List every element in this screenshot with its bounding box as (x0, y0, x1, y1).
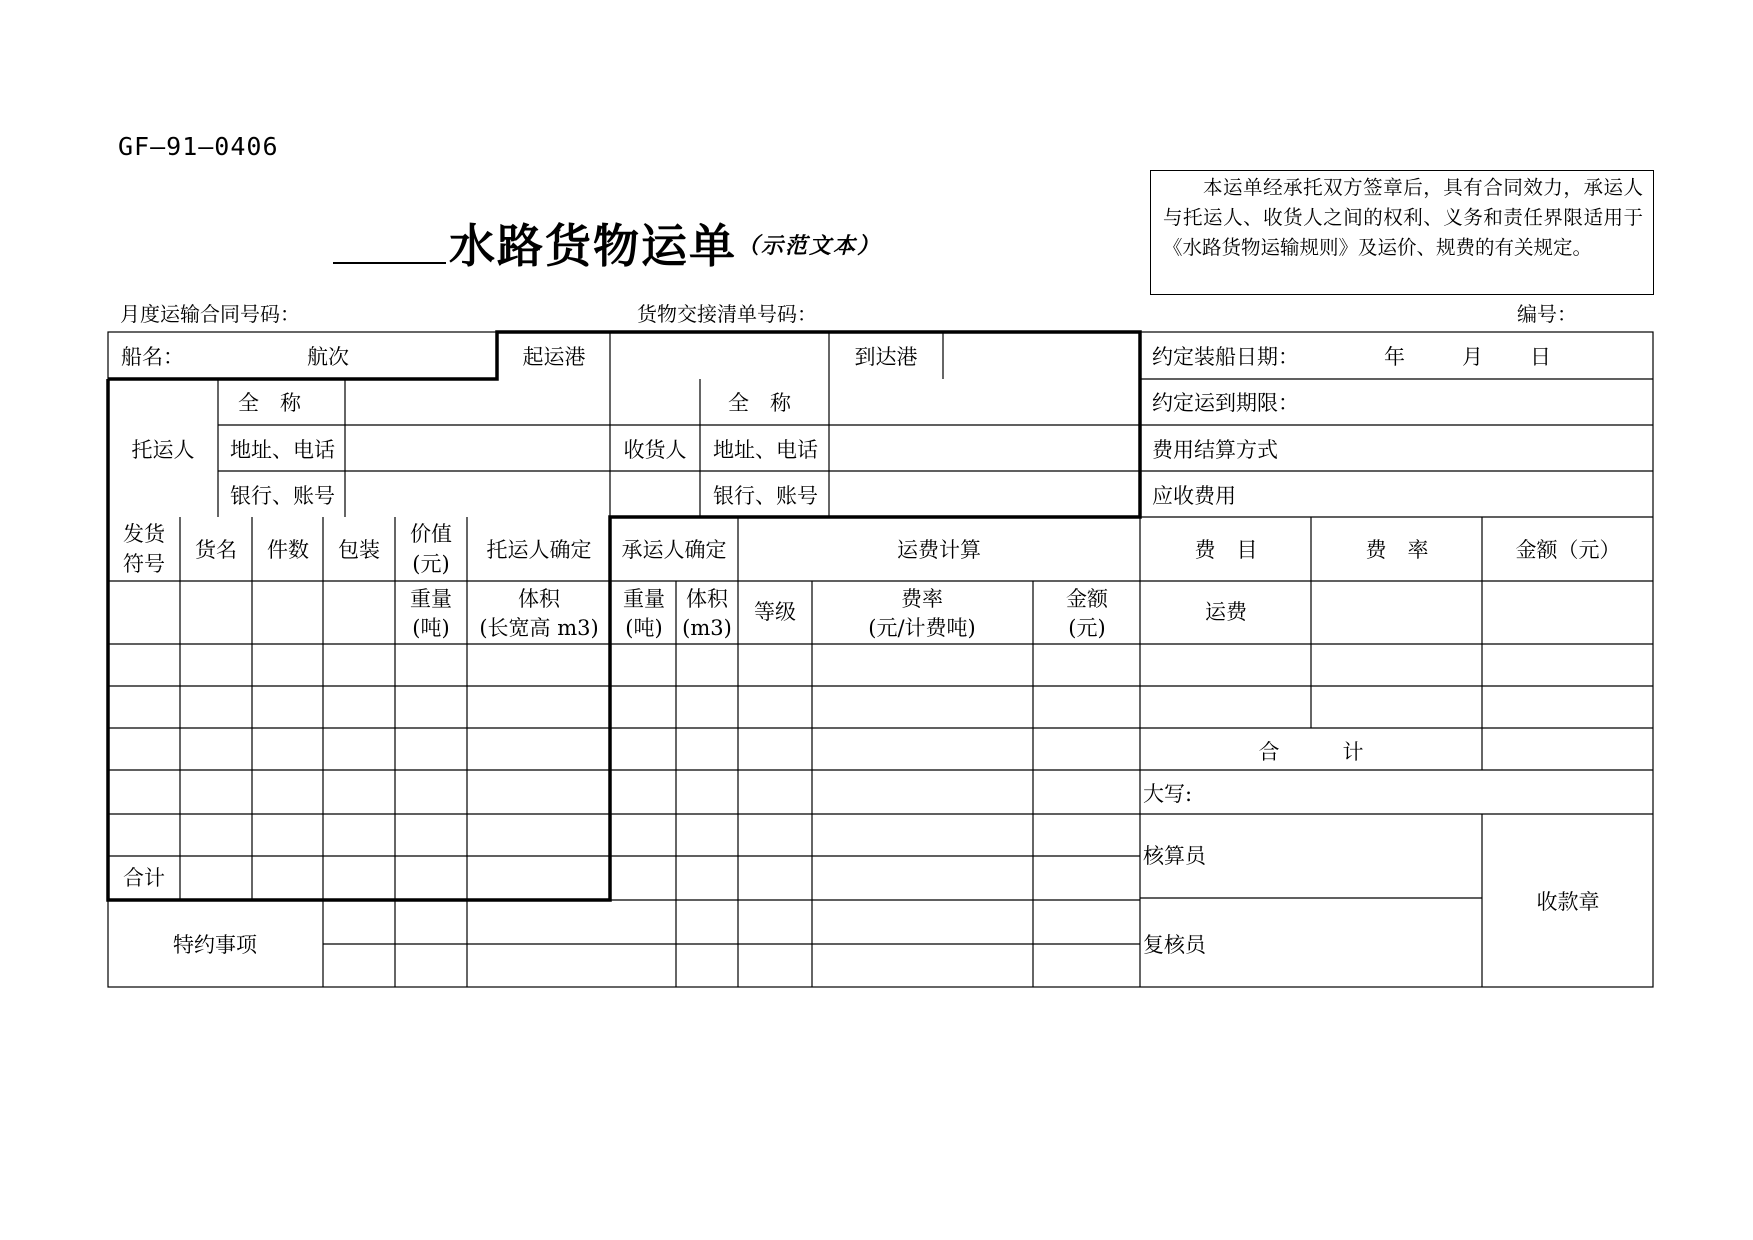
shipper-label: 托运人 (131, 438, 195, 462)
packing-header: 包装 (338, 538, 380, 562)
ship-name-label: 船名： (121, 345, 184, 369)
fee-item-header: 费 目 (1194, 538, 1258, 562)
volume-header-line2: (长宽高 m3) (479, 616, 599, 640)
goods-name-header: 货名 (195, 538, 237, 562)
contract-number-label: 月度运输合同号码： (120, 302, 300, 326)
shipper-confirmed-header: 托运人确定 (486, 538, 592, 562)
shipper-address-phone-label: 地址、电话 (230, 438, 335, 462)
shipper-bank-account-label: 银行、账号 (230, 484, 335, 508)
departure-port-label: 起运港 (522, 345, 586, 369)
fee-amount-header: 金额（元） (1515, 538, 1621, 562)
shipper-full-name-label: 全 称 (238, 391, 301, 415)
special-terms-label: 特约事项 (173, 933, 257, 957)
loading-date-label: 约定装船日期： (1152, 345, 1299, 369)
pieces-header: 件数 (267, 538, 309, 562)
legal-notice: 本运单经承托双方签章后，具有合同效力，承运人与托运人、收货人之间的权利、义务和责任界限适用于《水路货物运输规则》及运价、规费的有关规定。 (1150, 170, 1654, 295)
carrier-volume-header-line2: (m3) (682, 616, 732, 640)
fee-rate-header: 费 率 (1365, 538, 1429, 562)
value-header-line1: 价值 (410, 522, 452, 546)
handover-list-number-label: 货物交接清单号码： (637, 302, 817, 326)
page-title: 水路货物运单 (449, 219, 737, 273)
day-label: 日 (1530, 345, 1551, 369)
consignee-full-name-label: 全 称 (728, 391, 791, 415)
value-header-line2: (元) (412, 552, 450, 576)
form-code: GF—91—0406 (118, 132, 279, 161)
year-label: 年 (1384, 345, 1405, 369)
grade-header: 等级 (754, 600, 796, 624)
carrier-weight-header-line2: (吨) (625, 616, 663, 640)
fee-total-label: 合 计 (1258, 740, 1364, 764)
arrival-deadline-label: 约定运到期限： (1152, 391, 1299, 415)
consignee-bank-account-label: 银行、账号 (713, 484, 818, 508)
carrier-volume-header-line1: 体积 (686, 587, 728, 611)
amount-header-line2: (元) (1068, 616, 1106, 640)
page-subtitle: （示范文本） (737, 234, 882, 259)
volume-header-line1: 体积 (518, 587, 560, 611)
arrival-port-label: 到达港 (854, 345, 918, 369)
weight-header-line2: (吨) (412, 616, 450, 640)
consignee-address-phone-label: 地址、电话 (713, 438, 818, 462)
carrier-weight-header-line1: 重量 (623, 587, 665, 611)
accountant-label: 核算员 (1143, 844, 1206, 868)
consignee-label: 收货人 (623, 438, 687, 462)
settlement-method-label: 费用结算方式 (1152, 438, 1278, 462)
voyage-label: 航次 (307, 345, 349, 369)
freight-fee-label: 运费 (1205, 600, 1247, 624)
rate-header-line1: 费率 (901, 587, 943, 611)
capital-amount-label: 大写: (1143, 782, 1193, 806)
mark-header-line1: 发货 (123, 522, 165, 546)
amount-header-line1: 金额 (1066, 587, 1108, 611)
mark-header-line2: 符号 (123, 552, 165, 576)
freight-calc-header: 运费计算 (897, 538, 981, 562)
receipt-stamp-label: 收款章 (1536, 890, 1600, 914)
serial-number-label: 编号： (1517, 302, 1577, 326)
rate-header-line2: (元/计费吨) (868, 616, 976, 640)
carrier-confirmed-header: 承运人确定 (621, 538, 727, 562)
cargo-total-label: 合计 (123, 866, 165, 890)
weight-header-line1: 重量 (410, 587, 452, 611)
receivable-fees-label: 应收费用 (1152, 484, 1236, 508)
reviewer-label: 复核员 (1143, 933, 1206, 957)
month-label: 月 (1462, 345, 1483, 369)
